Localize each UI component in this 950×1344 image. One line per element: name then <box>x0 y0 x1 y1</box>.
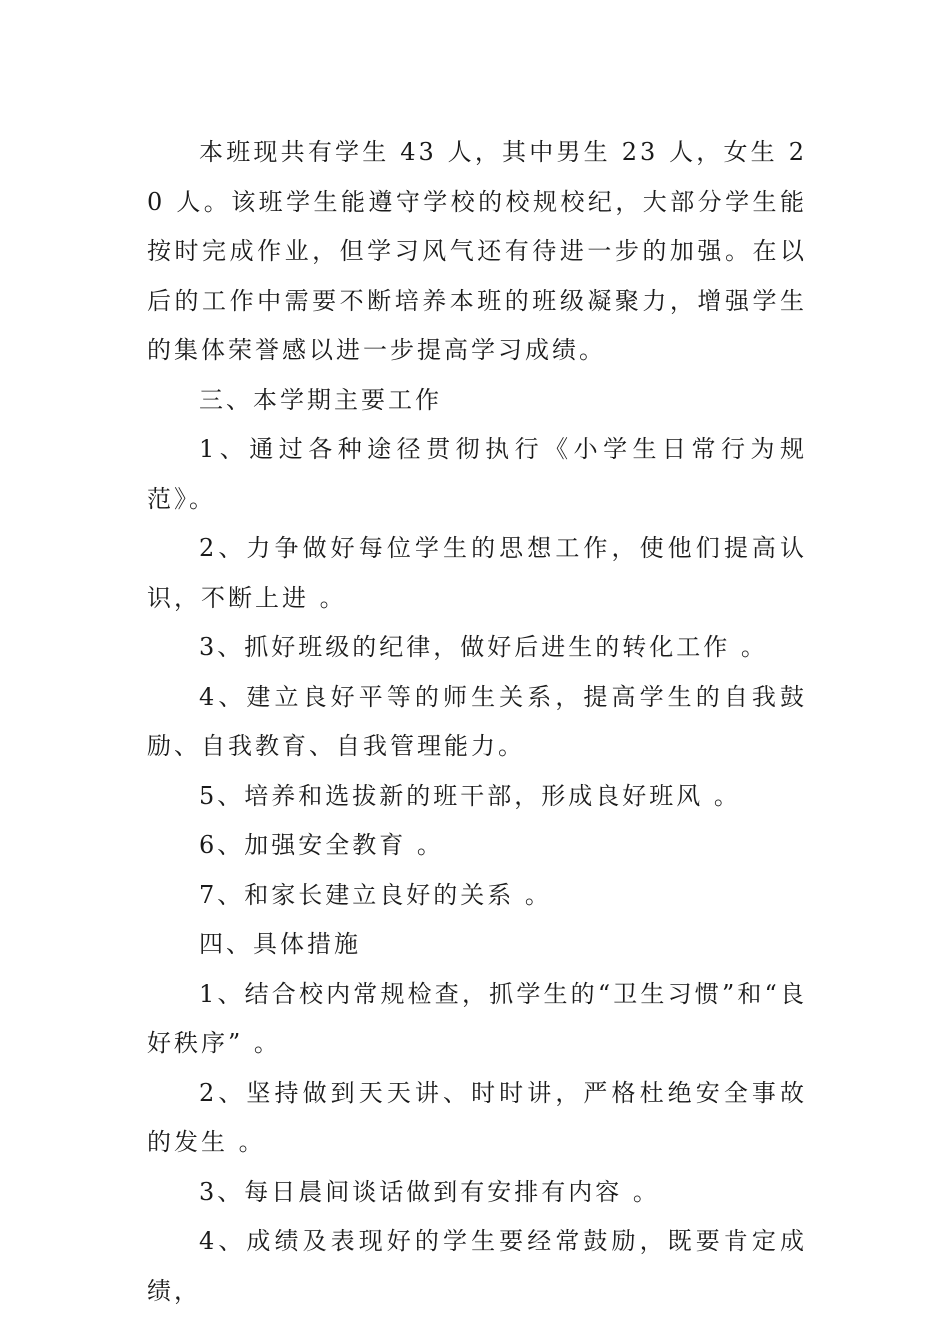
measure-item-1: 1、结合校内常规检查，抓学生的“卫生习惯”和“良好秩序” 。 <box>147 979 807 1057</box>
work-item-7: 7、和家长建立良好的关系 。 <box>199 880 552 909</box>
paragraph-class-overview: 本班现共有学生 43 人，其中男生 23 人，女生 20 人。该班学生能遵守学校的校规校纪，大部分学生能按时完成作业，但学习风气还有待进一步的加强。在以后的工作中需要不断培养本班的班级凝聚力，增强学生的集体荣誉感以进一步提高学习成绩。 <box>147 138 807 364</box>
work-item-3: 3、抓好班级的纪律，做好后进生的转化工作 。 <box>199 633 768 661</box>
work-item-4: 4、建立良好平等的师生关系，提高学生的自我鼓励、自我教育、自我管理能力。 <box>147 682 807 760</box>
measure-item-3: 3、每日晨间谈话做到有安排有内容 。 <box>199 1177 660 1206</box>
work-item-5: 5、培养和选拔新的班干部，形成良好班风 。 <box>199 781 741 810</box>
work-item-2: 2、力争做好每位学生的思想工作，使他们提高认识，不断上进 。 <box>147 534 807 612</box>
measure-item-4: 4、成绩及表现好的学生要经常鼓励，既要肯定成绩， <box>147 1227 807 1305</box>
work-item-6: 6、加强安全教育 。 <box>199 831 444 859</box>
section-heading-measures: 四、具体措施 <box>199 930 361 958</box>
measure-item-2: 2、坚持做到天天讲、时时讲，严格杜绝安全事故的发生 。 <box>147 1078 807 1156</box>
section-heading-main-work: 三、本学期主要工作 <box>199 385 442 414</box>
document-body <box>147 128 807 1316</box>
work-item-1: 1、通过各种途径贯彻执行《小学生日常行为规范》。 <box>147 435 807 513</box>
